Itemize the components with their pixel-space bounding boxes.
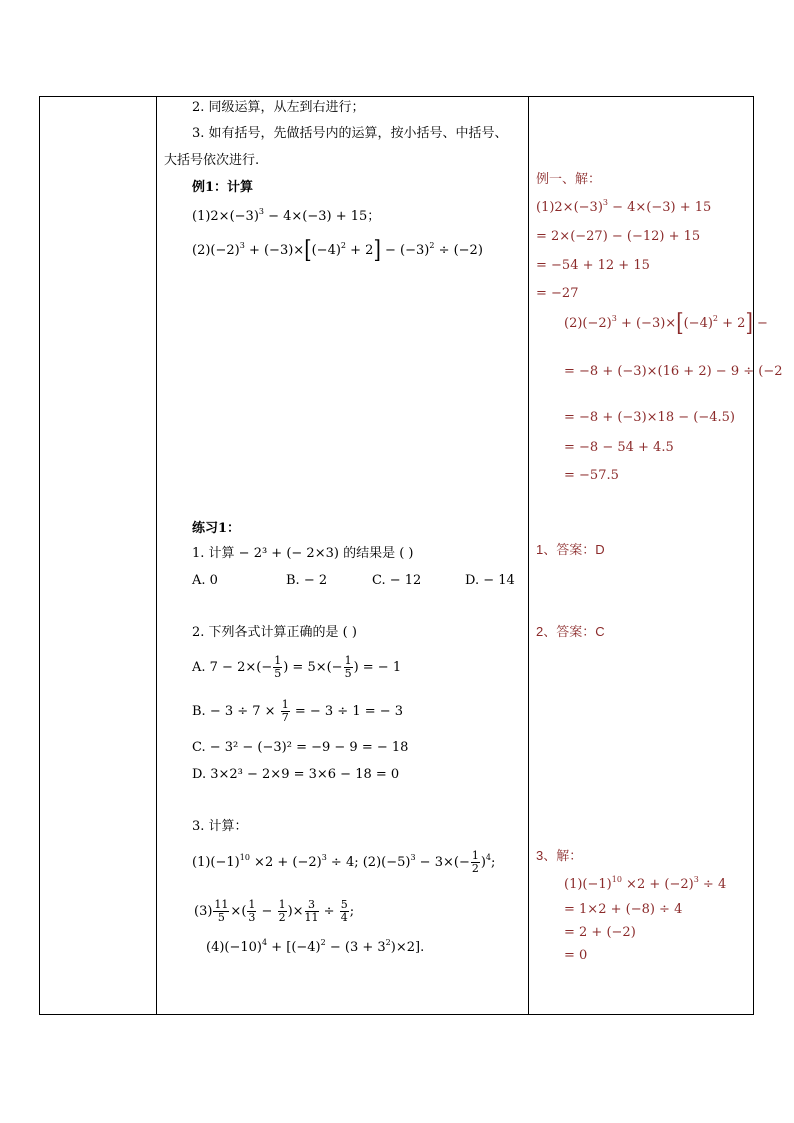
ans3-line3: = 2 + (−2) — [564, 925, 636, 940]
q3-item-4: $(4)(-10)^4 + [(-4)^2 - (3 + 3^2)\times 2]$. — [206, 938, 425, 955]
ex1-sol1-line1: $(1)2\times(-3)^3 - 4\times(-3) + 15$ — [536, 198, 712, 215]
q1-option-b: B. − 2 — [286, 573, 328, 588]
ans3-line1: $(1)(-1)^{10} \times 2 + (-2)^3 \div 4$ — [564, 875, 727, 892]
ex1-sol2-line1: $(2)(-2)^3 + (-3)\times[(-4)^2 + 2]$ − — [564, 308, 768, 338]
column-divider — [156, 97, 157, 1014]
q3-items-1-2: $(1)(-1)^{10} \times 2 + (-2)^3 \div 4$; $(2)(-5)^3 - 3\times(-$ $\frac{1}{2}$ )$^4$; — [192, 849, 496, 875]
ex1-sol1-line4: = −27 — [536, 286, 579, 301]
answer-1: 1、答案：D — [536, 542, 605, 557]
ex1-sol1-line3: = −54 + 12 + 15 — [536, 258, 650, 273]
example1-problem2: $(2)(-2)^3 + (-3)\times[(-4)^2 + 2] - (-3)^2 \div (-2)$ — [192, 235, 483, 265]
question-3-title: 3. 计算： — [192, 819, 248, 834]
rule-3-line2: 大括号依次进行. — [164, 153, 260, 168]
rule-3-line1: 3. 如有括号，先做括号内的运算，按小括号、中括号、 — [192, 126, 508, 141]
example1-title: 例1：计算 — [192, 180, 254, 195]
q1-option-a: A. 0 — [192, 573, 218, 588]
q2-option-a: A. 7 − 2×(− $\frac{1}{5}$ ) = 5×(− $\frac{1}{5}$ ) = − 1 — [192, 654, 402, 680]
q2-option-c: C. − 3² − (−3)² = −9 − 9 = − 18 — [192, 740, 409, 755]
ex1-sol2-line3: = −8 + (−3)×18 − (−4.5) — [564, 410, 735, 425]
ex1-sol1-line2: = 2×(−27) − (−12) + 15 — [536, 229, 701, 244]
answer-2: 2、答案：C — [536, 624, 605, 639]
ex1-sol2-line2: = −8 + (−3)×(16 + 2) − 9 ÷ (−2 — [564, 364, 783, 379]
rule-2: 2. 同级运算，从左到右进行； — [192, 100, 365, 115]
ans3-line2: = 1×2 + (−8) ÷ 4 — [564, 902, 683, 917]
q1-option-d: D. − 14 — [465, 573, 515, 588]
ans3-line4: = 0 — [564, 948, 588, 963]
answer-column — [528, 96, 783, 1015]
question-1: 1. 计算 − 2³ + (− 2×3) 的结果是 ( ) — [192, 546, 414, 561]
question-2: 2. 下列各式计算正确的是 ( ) — [192, 625, 357, 640]
q2-option-b: B. − 3 ÷ 7 × $\frac{1}{7}$ = − 3 ÷ 1 = − 3 — [192, 698, 404, 724]
ex1-sol2-line4: = −8 − 54 + 4.5 — [564, 440, 674, 455]
example1-problem1: $(1)2\times(-3)^3 - 4\times(-3) + 15$； — [192, 207, 381, 224]
example1-solution-label: 例一、解： — [536, 171, 602, 186]
q2-option-d: D. 3×2³ − 2×9 = 3×6 − 18 = 0 — [192, 767, 400, 782]
practice1-title: 练习1： — [192, 521, 241, 536]
ex1-sol2-line5: = −57.5 — [564, 468, 619, 483]
answer-3-label: 3、解： — [536, 848, 583, 863]
q1-option-c: C. − 12 — [372, 573, 422, 588]
q3-item-3: (3) $\frac{11}{5}$ ×( $\frac{1}{3}$ − $\frac{1}{2}$ )× $\frac{3}{11}$ ÷ $\frac{5}{4}$ ; — [194, 898, 355, 924]
